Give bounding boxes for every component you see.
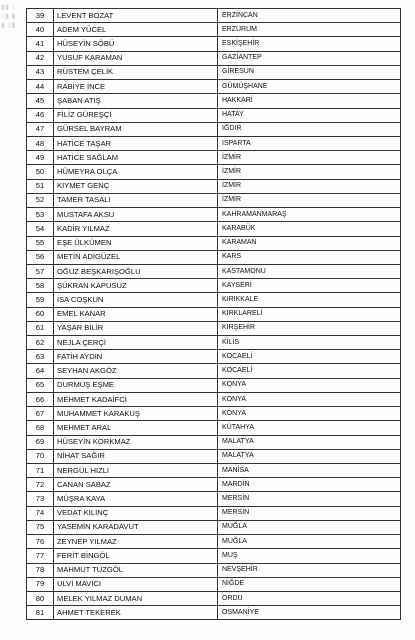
person-name-cell: MUHAMMET KARAKUŞ <box>54 407 218 421</box>
row-number-cell: 54 <box>27 222 54 236</box>
table-row <box>27 264 401 278</box>
city-cell: KARABÜK <box>218 222 401 236</box>
person-name-cell: RÜSTEM ÇELİK <box>54 65 218 79</box>
city-cell: KONYA <box>218 392 401 406</box>
table-row <box>27 577 401 591</box>
city-cell: KIRKLARELİ <box>218 307 401 321</box>
city-cell: MALATYA <box>218 435 401 449</box>
table-row <box>27 350 401 364</box>
city-cell: KIRŞEHİR <box>218 321 401 335</box>
table-row <box>27 449 401 463</box>
table-row <box>27 520 401 534</box>
person-name-cell: YUSUF KARAMAN <box>54 51 218 65</box>
row-number-cell: 62 <box>27 336 54 350</box>
table-row <box>27 506 401 520</box>
table-row <box>27 94 401 108</box>
row-number-cell: 63 <box>27 350 54 364</box>
person-name-cell: NERGÜL HIZLI <box>54 464 218 478</box>
table-row <box>27 563 401 577</box>
city-cell: HAKKARİ <box>218 94 401 108</box>
row-number-cell: 43 <box>27 65 54 79</box>
table-row <box>27 535 401 549</box>
row-number-cell: 46 <box>27 108 54 122</box>
table-row <box>27 307 401 321</box>
row-number-cell: 68 <box>27 421 54 435</box>
person-name-cell: AHMET TEKEREK <box>54 606 218 620</box>
city-cell: KARAMAN <box>218 236 401 250</box>
row-number-cell: 70 <box>27 449 54 463</box>
row-number-cell: 69 <box>27 435 54 449</box>
table-row <box>27 336 401 350</box>
row-number-cell: 74 <box>27 506 54 520</box>
person-name-cell: ŞÜKRAN KAPUSUZ <box>54 279 218 293</box>
city-cell: İZMİR <box>218 151 401 165</box>
row-number-cell: 40 <box>27 23 54 37</box>
city-cell: KASTAMONU <box>218 264 401 278</box>
candidate-table <box>26 8 401 620</box>
city-cell: KONYA <box>218 407 401 421</box>
city-cell: MANİSA <box>218 464 401 478</box>
person-name-cell: CANAN SABAZ <box>54 478 218 492</box>
row-number-cell: 72 <box>27 478 54 492</box>
row-number-cell: 58 <box>27 279 54 293</box>
city-cell: ISPARTA <box>218 136 401 150</box>
city-cell: HATAY <box>218 108 401 122</box>
person-name-cell: GÜRSEL BAYRAM <box>54 122 218 136</box>
person-name-cell: İSA COŞKUN <box>54 293 218 307</box>
table-row <box>27 108 401 122</box>
table-row <box>27 193 401 207</box>
person-name-cell: ADEM YÜCEL <box>54 23 218 37</box>
person-name-cell: YAŞAR BİLİR <box>54 321 218 335</box>
row-number-cell: 39 <box>27 9 54 23</box>
person-name-cell: EŞE ÜLKÜMEN <box>54 236 218 250</box>
city-cell: ERZİNCAN <box>218 9 401 23</box>
city-cell: KÜTAHYA <box>218 421 401 435</box>
table-row <box>27 464 401 478</box>
table-row <box>27 37 401 51</box>
person-name-cell: KADİR YILMAZ <box>54 222 218 236</box>
table-row <box>27 392 401 406</box>
row-number-cell: 64 <box>27 364 54 378</box>
table-row <box>27 222 401 236</box>
city-cell: KARS <box>218 250 401 264</box>
city-cell: ESKİŞEHİR <box>218 37 401 51</box>
person-name-cell: VEDAT KILINÇ <box>54 506 218 520</box>
row-number-cell: 52 <box>27 193 54 207</box>
table-row <box>27 606 401 620</box>
person-name-cell: FİLİZ GÜREŞÇİ <box>54 108 218 122</box>
person-name-cell: HÜSEYİN KORKMAZ <box>54 435 218 449</box>
row-number-cell: 75 <box>27 520 54 534</box>
person-name-cell: ZEYNEP YILMAZ <box>54 535 218 549</box>
table-row <box>27 478 401 492</box>
person-name-cell: YASEMİN KARADAVUT <box>54 520 218 534</box>
person-name-cell: HATİCE TAŞAR <box>54 136 218 150</box>
city-cell: ERZURUM <box>218 23 401 37</box>
table-row <box>27 151 401 165</box>
city-cell: MUĞLA <box>218 535 401 549</box>
table-row <box>27 51 401 65</box>
city-cell: GAZİANTEP <box>218 51 401 65</box>
row-number-cell: 56 <box>27 250 54 264</box>
row-number-cell: 48 <box>27 136 54 150</box>
table-row <box>27 250 401 264</box>
city-cell: NEVŞEHİR <box>218 563 401 577</box>
person-name-cell: FATİH AYDIN <box>54 350 218 364</box>
row-number-cell: 55 <box>27 236 54 250</box>
table-row <box>27 9 401 23</box>
row-number-cell: 73 <box>27 492 54 506</box>
city-cell: GİRESUN <box>218 65 401 79</box>
city-cell: MUŞ <box>218 549 401 563</box>
table-row <box>27 208 401 222</box>
city-cell: MALATYA <box>218 449 401 463</box>
city-cell: MERSİN <box>218 492 401 506</box>
person-name-cell: HÜMEYRA OLÇA <box>54 165 218 179</box>
row-number-cell: 49 <box>27 151 54 165</box>
person-name-cell: SEYHAN AKGÖZ <box>54 364 218 378</box>
row-number-cell: 57 <box>27 264 54 278</box>
table-row <box>27 421 401 435</box>
table-row <box>27 591 401 605</box>
person-name-cell: HÜSEYİN SÖBÜ <box>54 37 218 51</box>
row-number-cell: 59 <box>27 293 54 307</box>
city-cell: NİĞDE <box>218 577 401 591</box>
city-cell: KONYA <box>218 378 401 392</box>
table-row <box>27 136 401 150</box>
row-number-cell: 45 <box>27 94 54 108</box>
row-number-cell: 76 <box>27 535 54 549</box>
city-cell: IĞDIR <box>218 122 401 136</box>
city-cell: İZMİR <box>218 193 401 207</box>
table-row <box>27 549 401 563</box>
city-cell: İZMİR <box>218 165 401 179</box>
row-number-cell: 47 <box>27 122 54 136</box>
city-cell: KİLİS <box>218 336 401 350</box>
person-name-cell: MAHMUT TUZGÖL <box>54 563 218 577</box>
city-cell: KAYSERİ <box>218 279 401 293</box>
table-row <box>27 179 401 193</box>
row-number-cell: 71 <box>27 464 54 478</box>
person-name-cell: HATİCE SAĞLAM <box>54 151 218 165</box>
city-cell: OSMANİYE <box>218 606 401 620</box>
row-number-cell: 44 <box>27 80 54 94</box>
row-number-cell: 79 <box>27 577 54 591</box>
row-number-cell: 51 <box>27 179 54 193</box>
row-number-cell: 53 <box>27 208 54 222</box>
table-row <box>27 492 401 506</box>
row-number-cell: 41 <box>27 37 54 51</box>
table-row <box>27 321 401 335</box>
person-name-cell: MUSTAFA AKSU <box>54 208 218 222</box>
table-row <box>27 236 401 250</box>
person-name-cell: TAMER TASALI <box>54 193 218 207</box>
row-number-cell: 66 <box>27 392 54 406</box>
person-name-cell: DURMUŞ EŞME <box>54 378 218 392</box>
row-number-cell: 50 <box>27 165 54 179</box>
person-name-cell: OĞUZ BEŞKARIŞOĞLU <box>54 264 218 278</box>
row-number-cell: 77 <box>27 549 54 563</box>
person-name-cell: KIYMET GENÇ <box>54 179 218 193</box>
city-cell: MUĞLA <box>218 520 401 534</box>
row-number-cell: 78 <box>27 563 54 577</box>
person-name-cell: NİHAT SAĞIR <box>54 449 218 463</box>
row-number-cell: 61 <box>27 321 54 335</box>
city-cell: İZMİR <box>218 179 401 193</box>
row-number-cell: 42 <box>27 51 54 65</box>
city-cell: MARDİN <box>218 478 401 492</box>
candidate-table-body <box>27 9 401 620</box>
city-cell: GÜMÜŞHANE <box>218 80 401 94</box>
city-cell: KOCAELİ <box>218 364 401 378</box>
city-cell: KIRIKKALE <box>218 293 401 307</box>
city-cell: KAHRAMANMARAŞ <box>218 208 401 222</box>
table-row <box>27 23 401 37</box>
row-number-cell: 65 <box>27 378 54 392</box>
row-number-cell: 80 <box>27 591 54 605</box>
person-name-cell: FERİT BİNGÖL <box>54 549 218 563</box>
corner-watermark-logo: ▮▮ ▯ ▯▮ ▮ ▮ ▯▮ <box>1 4 16 29</box>
person-name-cell: MEHMET KADAİFCİ <box>54 392 218 406</box>
person-name-cell: ULVİ MAVICI <box>54 577 218 591</box>
table-row <box>27 279 401 293</box>
city-cell: ORDU <box>218 591 401 605</box>
table-row <box>27 378 401 392</box>
row-number-cell: 67 <box>27 407 54 421</box>
person-name-cell: METİN ADIGÜZEL <box>54 250 218 264</box>
row-number-cell: 81 <box>27 606 54 620</box>
table-row <box>27 80 401 94</box>
person-name-cell: LEVENT BOZAT <box>54 9 218 23</box>
person-name-cell: MÜŞRA KAYA <box>54 492 218 506</box>
table-row <box>27 407 401 421</box>
person-name-cell: MEHMET ARAL <box>54 421 218 435</box>
person-name-cell: NEJLA ÇERÇİ <box>54 336 218 350</box>
table-row <box>27 165 401 179</box>
person-name-cell: ŞABAN ATIŞ <box>54 94 218 108</box>
city-cell: MERSİN <box>218 506 401 520</box>
row-number-cell: 60 <box>27 307 54 321</box>
table-row <box>27 65 401 79</box>
city-cell: KOCAELİ <box>218 350 401 364</box>
person-name-cell: EMEL KANAR <box>54 307 218 321</box>
person-name-cell: MELEK YILMAZ DUMAN <box>54 591 218 605</box>
person-name-cell: RABİYE İNCE <box>54 80 218 94</box>
table-row <box>27 122 401 136</box>
table-row <box>27 293 401 307</box>
table-row <box>27 435 401 449</box>
table-row <box>27 364 401 378</box>
